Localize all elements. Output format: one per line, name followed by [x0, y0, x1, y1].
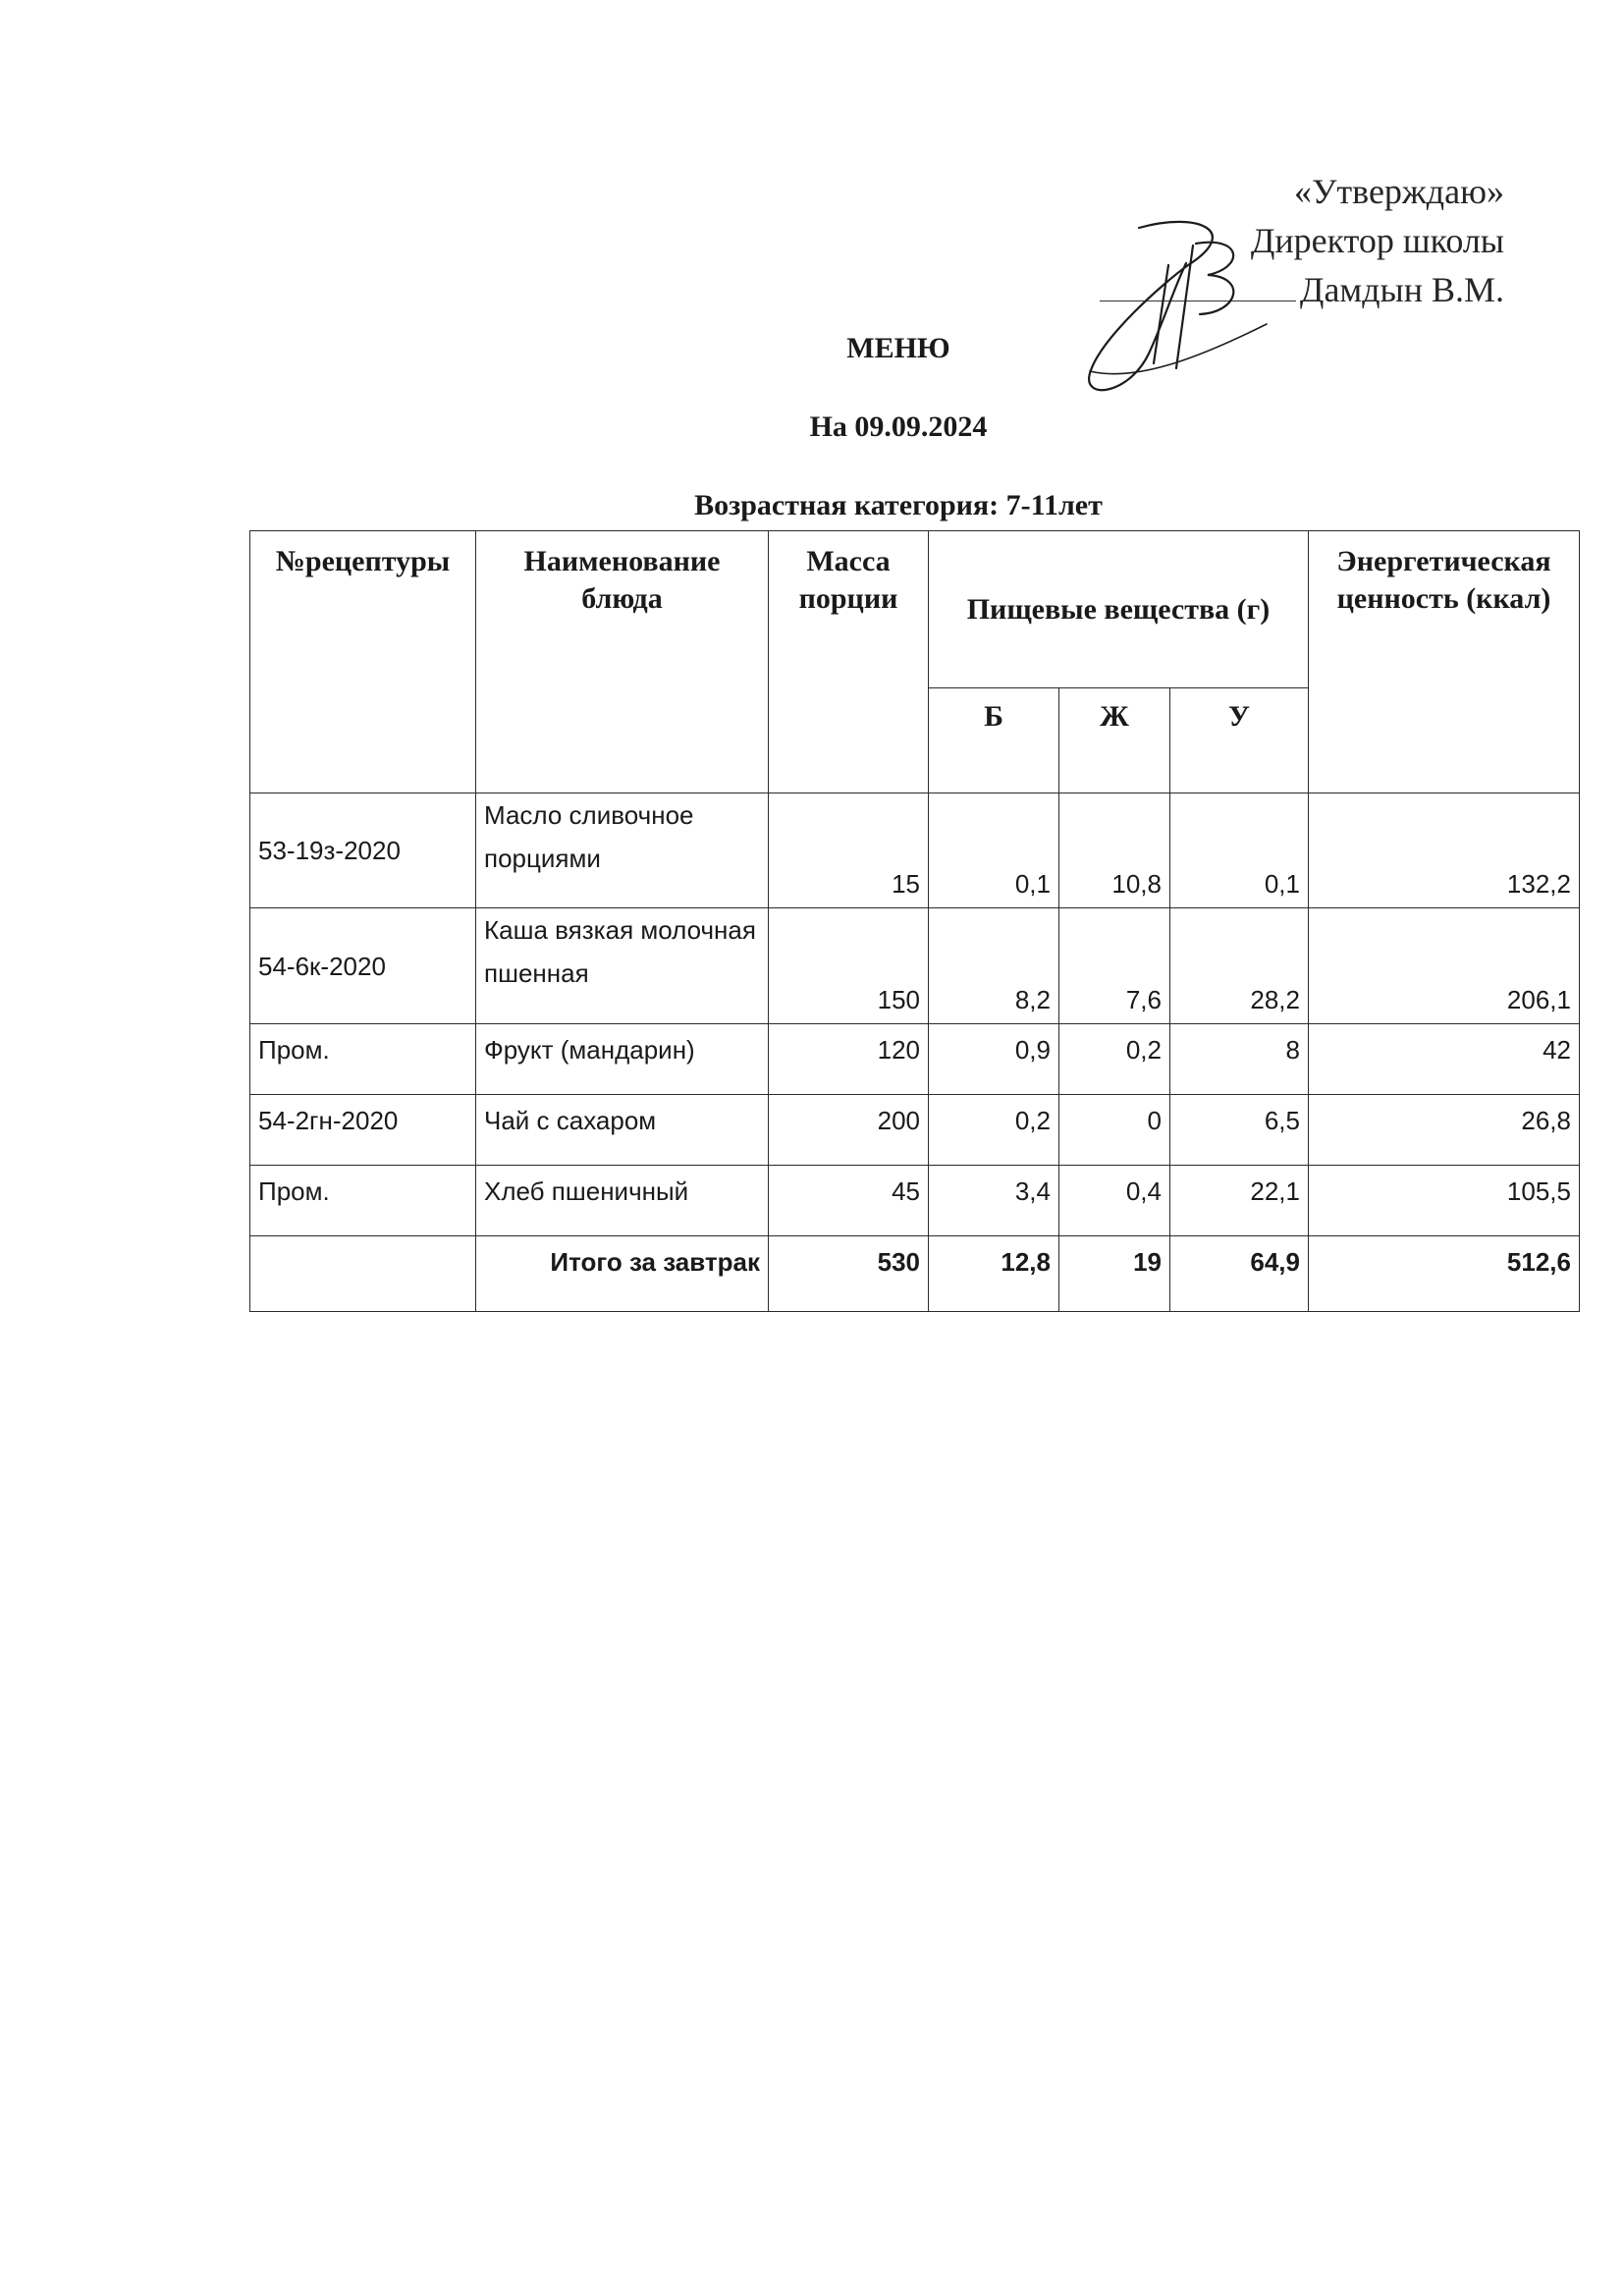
total-empty-cell — [250, 1236, 476, 1312]
age-category: Возрастная категория: 7-11лет — [694, 489, 1103, 521]
header-nutrients: Пищевые вещества (г) — [929, 531, 1309, 688]
menu-table — [249, 530, 1580, 1312]
fats-value: 0 — [1059, 1095, 1170, 1166]
table-row — [250, 1095, 1580, 1166]
fats-value: 7,6 — [1059, 908, 1170, 1024]
fats-value: 0,4 — [1059, 1166, 1170, 1236]
dish-name: Хлеб пшеничный — [476, 1166, 769, 1236]
total-row — [250, 1236, 1580, 1312]
proteins-value: 0,2 — [929, 1095, 1059, 1166]
header-mass: Масса порции — [769, 531, 929, 793]
portion-mass: 45 — [769, 1166, 929, 1236]
recipe-code: Пром. — [250, 1166, 476, 1236]
portion-mass: 120 — [769, 1024, 929, 1095]
total-label: Итого за завтрак — [476, 1236, 769, 1312]
title-block — [0, 324, 1624, 560]
total-energy: 512,6 — [1309, 1236, 1580, 1312]
proteins-value: 8,2 — [929, 908, 1059, 1024]
approval-name: Дамдын В.М. — [1299, 270, 1504, 309]
carbs-value: 28,2 — [1170, 908, 1309, 1024]
proteins-value: 0,9 — [929, 1024, 1059, 1095]
portion-mass: 150 — [769, 908, 929, 1024]
header-recipe: №рецептуры — [250, 531, 476, 793]
carbs-value: 8 — [1170, 1024, 1309, 1095]
total-proteins: 12,8 — [929, 1236, 1059, 1312]
page-title: МЕНЮ — [846, 332, 950, 364]
dish-name: Масло сливочное порциями — [476, 793, 769, 908]
portion-mass: 15 — [769, 793, 929, 908]
energy-value: 206,1 — [1309, 908, 1580, 1024]
recipe-code: 53-19з-2020 — [250, 793, 476, 908]
approval-position: Директор школы — [1250, 221, 1504, 260]
table-row — [250, 908, 1580, 1024]
total-mass: 530 — [769, 1236, 929, 1312]
total-carbs: 64,9 — [1170, 1236, 1309, 1312]
recipe-code: Пром. — [250, 1024, 476, 1095]
energy-value: 26,8 — [1309, 1095, 1580, 1166]
energy-value: 42 — [1309, 1024, 1580, 1095]
energy-value: 105,5 — [1309, 1166, 1580, 1236]
proteins-value: 0,1 — [929, 793, 1059, 908]
recipe-code: 54-6к-2020 — [250, 908, 476, 1024]
table-row — [250, 1024, 1580, 1095]
fats-value: 10,8 — [1059, 793, 1170, 908]
dish-name: Каша вязкая молочная пшенная — [476, 908, 769, 1024]
menu-date: На 09.09.2024 — [809, 410, 988, 443]
header-energy: Энергетическая ценность (ккал) — [1309, 531, 1580, 793]
proteins-value: 3,4 — [929, 1166, 1059, 1236]
table-row — [250, 1166, 1580, 1236]
dish-name: Фрукт (мандарин) — [476, 1024, 769, 1095]
table-row — [250, 793, 1580, 908]
header-fats: Ж — [1059, 688, 1170, 793]
carbs-value: 22,1 — [1170, 1166, 1309, 1236]
carbs-value: 6,5 — [1170, 1095, 1309, 1166]
fats-value: 0,2 — [1059, 1024, 1170, 1095]
total-fats: 19 — [1059, 1236, 1170, 1312]
header-carbs: У — [1170, 688, 1309, 793]
carbs-value: 0,1 — [1170, 793, 1309, 908]
energy-value: 132,2 — [1309, 793, 1580, 908]
dish-name: Чай с сахаром — [476, 1095, 769, 1166]
header-dish: Наименование блюда — [476, 531, 769, 793]
approval-title: «Утверждаю» — [1293, 172, 1504, 211]
portion-mass: 200 — [769, 1095, 929, 1166]
header-proteins: Б — [929, 688, 1059, 793]
recipe-code: 54-2гн-2020 — [250, 1095, 476, 1166]
